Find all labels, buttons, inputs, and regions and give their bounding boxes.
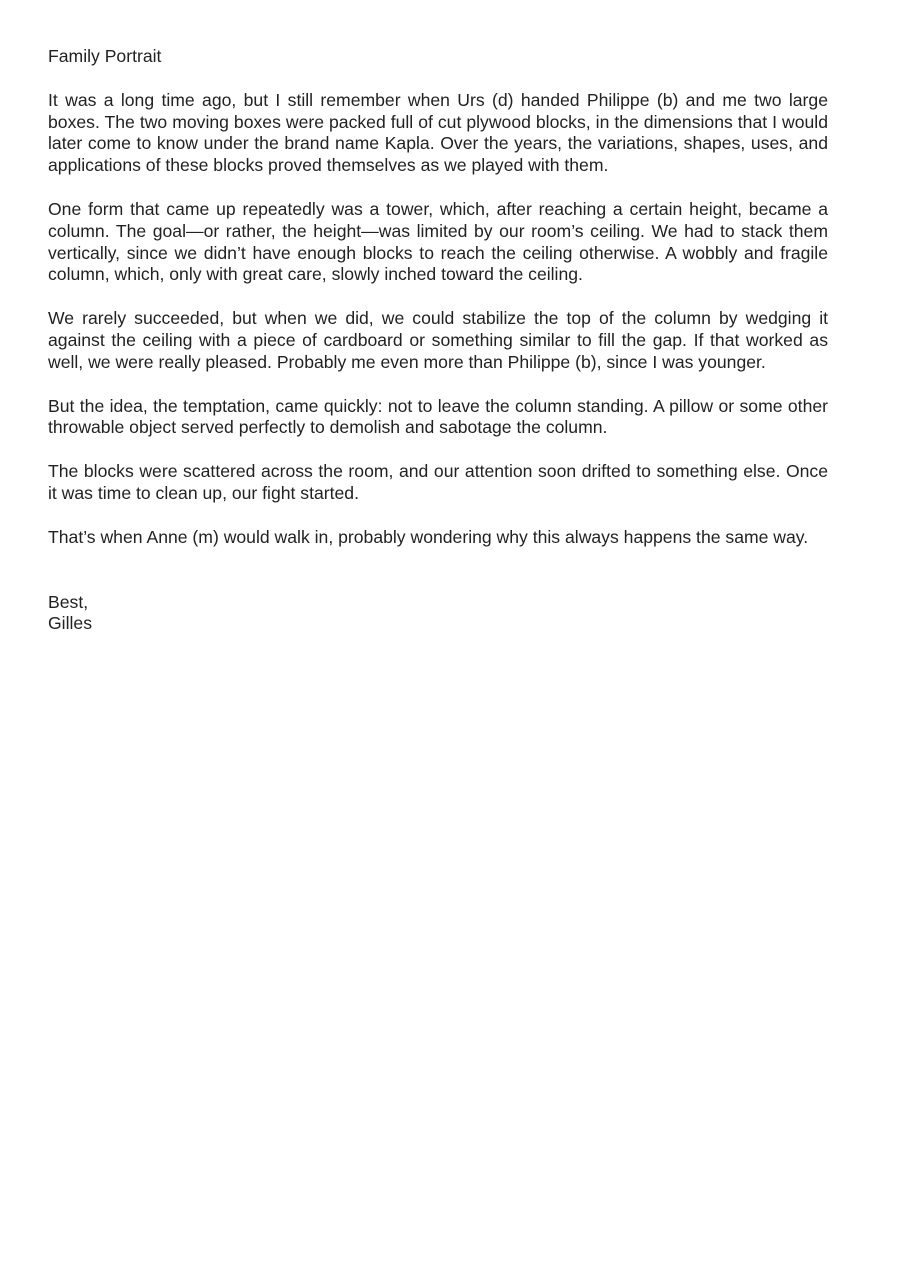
paragraph-5: The blocks were scattered across the room, and our attention soon drifted to something else. Once it was time to clean up, our fight started.	[48, 461, 828, 503]
closing-line: Best,	[48, 591, 89, 612]
document-page	[48, 46, 828, 635]
signoff	[48, 592, 828, 636]
paragraph-3: We rarely succeeded, but when we did, we could stabilize the top of the column by wedging it against the ceiling with a piece of cardboard or something similar to fill the gap. If that worked as well, we were really pleased. Probably me even more than Philippe (b), since I was younger.	[48, 308, 828, 372]
paragraph-2: One form that came up repeatedly was a tower, which, after reaching a certain height, became a column. The goal—or rather, the height—was limited by our room’s ceiling. We had to stack them vertically, since we didn’t have enough blocks to reach the ceiling otherwise. A wobbly and fragile column, which, only with great care, slowly inched toward the ceiling.	[48, 198, 828, 285]
paragraph-4: But the idea, the temptation, came quickly: not to leave the column standing. A pillow or some other throwable object served perfectly to demolish and sabotage the column.	[48, 395, 828, 438]
signature-name: Gilles	[48, 613, 92, 634]
paragraph-1: It was a long time ago, but I still remember when Urs (d) handed Philippe (b) and me two large boxes. The two moving boxes were packed full of cut plywood blocks, in the dimensions that I would later come to know under the brand name Kapla. Over the years, the variations, shapes, uses, and applications of these blocks proved themselves as we played with them.	[48, 89, 828, 176]
paragraph-6: That’s when Anne (m) would walk in, probably wondering why this always happens the same way.	[48, 526, 809, 547]
document-title: Family Portrait	[48, 46, 162, 66]
